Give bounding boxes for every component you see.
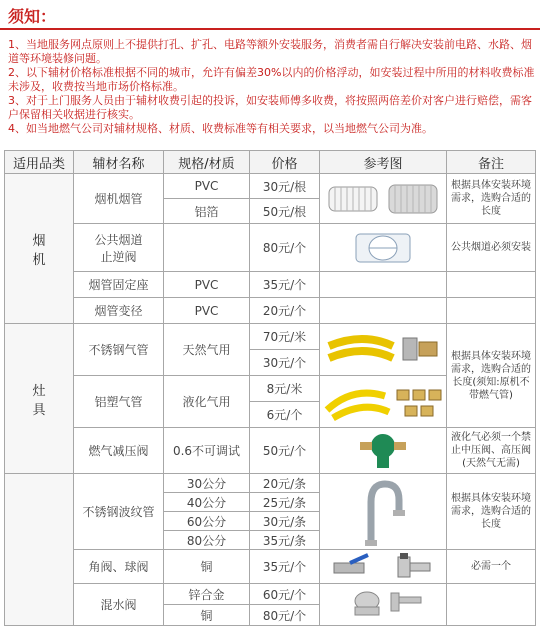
item-spec: 30公分 — [164, 474, 250, 493]
item-spec: 40公分 — [164, 493, 250, 512]
header-spec: 规格/材质 — [164, 151, 250, 174]
notice-item: 4、如当地燃气公司对辅材规格、材质、收费标准等有相关要求，以当地燃气公司为准。 — [8, 122, 433, 135]
notice-item: 1、当地服务网点原则上不提供打孔、扩孔、电路等额外安装服务，消费者需自行解决安装前电路、水路、烟道等环境装修问题。 — [8, 38, 532, 65]
item-price: 35元/个 — [250, 550, 320, 584]
item-note: 根据具体安装环境需求，选购合适的长度 — [447, 474, 536, 550]
table-row — [5, 584, 536, 605]
item-spec: 天然气用 — [164, 324, 250, 376]
item-name: 不锈钢波纹管 — [74, 474, 164, 550]
item-name: 烟管固定座 — [74, 272, 164, 298]
table-row — [5, 224, 536, 272]
item-price: 20元/个 — [250, 298, 320, 324]
image-empty — [320, 298, 447, 324]
note-empty — [447, 298, 536, 324]
table-row — [5, 272, 536, 298]
price-table — [4, 150, 536, 626]
item-name: 角阀、球阀 — [74, 550, 164, 584]
notice-title: 须知： — [8, 7, 57, 26]
item-price: 6元/个 — [250, 402, 320, 428]
item-price: 60元/个 — [250, 584, 320, 605]
category-stove: 灶 具 — [5, 324, 74, 474]
table-row — [5, 550, 536, 584]
table-row — [5, 428, 536, 474]
notice-item: 3、对于上门服务人员由于辅材收费引起的投诉，如安装师傅多收费，将按照两倍差价对客户进行赔偿，需客户保留相关收据进行核实。 — [8, 94, 532, 121]
bellows-hose-icon — [353, 476, 413, 548]
item-price: 30元/根 — [250, 174, 320, 199]
item-name: 燃气减压阀 — [74, 428, 164, 474]
table-row — [5, 474, 536, 493]
header-note: 备注 — [447, 151, 536, 174]
item-spec: PVC — [164, 174, 250, 199]
category-hood: 烟 机 — [5, 174, 74, 324]
table-row — [5, 174, 536, 199]
item-price: 30元/条 — [250, 512, 320, 531]
item-price: 80元/个 — [250, 605, 320, 626]
angle-valve-image — [320, 550, 447, 584]
item-spec: 铝箔 — [164, 199, 250, 224]
mixer-valve-icon — [333, 585, 433, 625]
item-spec: 锌合金 — [164, 584, 250, 605]
item-price: 35元/条 — [250, 531, 320, 550]
check-valve-image — [320, 224, 447, 272]
item-price: 8元/米 — [250, 376, 320, 402]
item-spec: PVC — [164, 272, 250, 298]
mixer-valve-image — [320, 584, 447, 626]
flexible-duct-icon — [323, 177, 443, 221]
notice-list — [8, 38, 536, 136]
item-price: 35元/个 — [250, 272, 320, 298]
item-note: 液化气必须一个禁止中压阀、高压阀(天然气无需) — [447, 428, 536, 474]
pressure-reducer-icon — [348, 430, 418, 472]
item-name: 烟机烟管 — [74, 174, 164, 224]
plastic-pipe-image — [320, 376, 447, 428]
header-price: 价格 — [250, 151, 320, 174]
header-name: 辅材名称 — [74, 151, 164, 174]
note-empty — [447, 272, 536, 298]
notice-header — [0, 0, 540, 30]
bellows-image — [320, 474, 447, 550]
category-empty — [5, 474, 74, 626]
table-row — [5, 324, 536, 350]
reducer-valve-image — [320, 428, 447, 474]
item-spec: 铜 — [164, 605, 250, 626]
item-name: 公共烟道 止逆阀 — [74, 224, 164, 272]
item-name: 烟管变径 — [74, 298, 164, 324]
item-spec: PVC — [164, 298, 250, 324]
note-empty — [447, 584, 536, 626]
gas-hose-image — [320, 324, 447, 376]
item-name: 铝塑气管 — [74, 376, 164, 428]
item-price: 50元/根 — [250, 199, 320, 224]
item-price: 20元/条 — [250, 474, 320, 493]
item-name: 不锈钢气管 — [74, 324, 164, 376]
item-spec: 液化气用 — [164, 376, 250, 428]
item-note: 根据具体安装环境需求，选购合适的长度 — [447, 174, 536, 224]
item-spec: 0.6不可调试 — [164, 428, 250, 474]
item-note: 必需一个 — [447, 550, 536, 584]
aluminum-plastic-pipe-icon — [323, 380, 443, 424]
table-row — [5, 298, 536, 324]
duct-pipe-image — [320, 174, 447, 224]
notice-item: 2、以下辅材价格标准根据不同的城市，允许有偏差30%以内的价格浮动，如安装过程中所用的材料收费标准未涉及，收费按当地市场价格标准。 — [8, 66, 535, 93]
image-empty — [320, 272, 447, 298]
item-price: 70元/米 — [250, 324, 320, 350]
gas-hose-icon — [323, 328, 443, 372]
item-price: 50元/个 — [250, 428, 320, 474]
item-price: 25元/条 — [250, 493, 320, 512]
item-price: 30元/个 — [250, 350, 320, 376]
item-note: 公共烟道必须安装 — [447, 224, 536, 272]
check-valve-icon — [348, 228, 418, 268]
item-spec-empty — [164, 224, 250, 272]
item-spec: 60公分 — [164, 512, 250, 531]
item-price: 80元/个 — [250, 224, 320, 272]
ball-valve-icon — [328, 551, 438, 583]
header-image: 参考图 — [320, 151, 447, 174]
header-category: 适用品类 — [5, 151, 74, 174]
item-name: 混水阀 — [74, 584, 164, 626]
item-spec: 铜 — [164, 550, 250, 584]
item-spec: 80公分 — [164, 531, 250, 550]
table-header-row — [5, 151, 536, 174]
item-note: 根据具体安装环境需求，选购合适的长度(须知:原机不带燃气管) — [447, 324, 536, 428]
